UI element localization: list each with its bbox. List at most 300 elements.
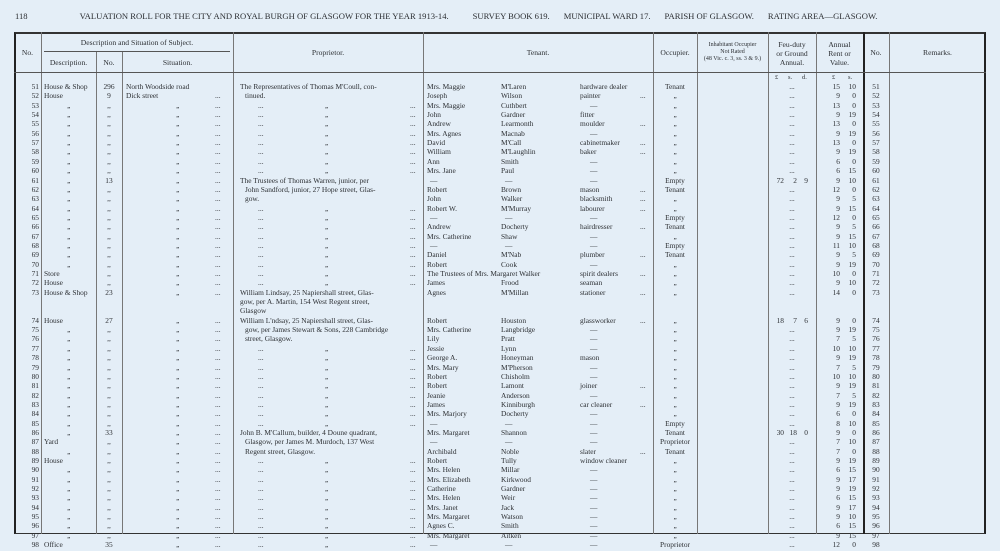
tenant-surname: M'Pherson: [501, 362, 533, 372]
street-number: 33: [105, 427, 113, 437]
annual-shillings: 19: [848, 399, 856, 409]
description: ,,: [67, 110, 70, 120]
occupier: ,,: [673, 343, 677, 353]
occupier: ,,: [673, 502, 677, 512]
proprietor-ditto: ,,: [325, 502, 328, 512]
annual-pounds: 10: [832, 343, 840, 353]
situation-dots: ...: [215, 269, 221, 278]
tenant-surname: Wilson: [501, 91, 523, 101]
occupation-dash: —: [590, 502, 598, 512]
row-number-right: 56: [872, 128, 880, 138]
occupation-dash: —: [590, 166, 598, 176]
situation-dots: ...: [215, 446, 221, 456]
annual-pounds: 7: [836, 446, 840, 456]
tenant-surname-dash: —: [505, 175, 513, 185]
proprietor-ditto: ,,: [325, 493, 328, 503]
description: ,,: [67, 409, 70, 419]
tenant-first-name: Mrs. Mary: [427, 362, 459, 372]
situation: ,,: [176, 259, 179, 269]
situation-dots: ...: [215, 465, 221, 475]
situation: ,,: [176, 203, 179, 213]
proprietor-dots: ...: [258, 212, 264, 222]
tenant-occupation: stationer: [580, 287, 606, 297]
proprietor-dots: ...: [258, 362, 264, 372]
annual-shillings: 17: [848, 474, 856, 484]
street-number: 296: [103, 82, 115, 91]
occupation-dash: —: [590, 427, 598, 437]
proprietor-dots: ...: [410, 166, 416, 176]
annual-shillings: 15: [848, 231, 856, 241]
proprietor-dots: ...: [258, 484, 264, 494]
row-number-right: 96: [872, 521, 880, 531]
proprietor-ditto: ,,: [325, 353, 328, 363]
description: ,,: [67, 484, 70, 494]
row-number: 96: [31, 521, 39, 531]
occupier: ,,: [673, 156, 677, 166]
annual-shillings: 19: [848, 456, 856, 465]
column-divider: [816, 32, 817, 534]
proprietor-line: gow.: [245, 194, 260, 204]
situation-dots: ...: [215, 156, 221, 166]
parish: PARISH OF GLASGOW.: [664, 11, 754, 21]
row-number-right: 58: [872, 147, 880, 157]
col-desc-group: Description and Situation of Subject.: [80, 38, 194, 47]
situation-dots: ...: [215, 362, 221, 372]
proprietor-dots: ...: [410, 212, 416, 222]
proprietor-ditto: ,,: [325, 371, 328, 381]
proprietor-ditto: ,,: [325, 512, 328, 522]
street-number: ,,: [107, 512, 111, 522]
street-number: ,,: [107, 128, 111, 138]
proprietor-line: Regent street, Glasgow.: [245, 446, 316, 456]
tenant-occupation: hardware dealer: [580, 82, 628, 91]
tenant-first-name: John: [427, 110, 441, 120]
occupier: ,,: [673, 194, 677, 204]
feu-duty: ...: [789, 250, 795, 260]
row-number: 88: [31, 446, 39, 456]
occupation-dots: ...: [640, 399, 646, 409]
occupation-dots: ...: [640, 138, 646, 148]
tenant-surname: Learmonth: [501, 119, 534, 129]
street-number: ,,: [107, 521, 111, 531]
proprietor-dots: ...: [410, 259, 416, 269]
row-number: 64: [31, 203, 39, 213]
feu-duty: ...: [789, 269, 795, 278]
row-number: 51: [31, 82, 39, 91]
occupier: ,,: [673, 493, 677, 503]
occupier: ,,: [673, 456, 677, 465]
feu-pence: 6: [804, 315, 808, 325]
tenant-surname: Honeyman: [501, 353, 534, 363]
col-feu-line: or Ground: [776, 49, 808, 58]
annual-shillings: 5: [852, 390, 856, 400]
row-number: 87: [31, 437, 39, 447]
tenant-first-name: George A.: [427, 353, 458, 363]
street-number: ,,: [107, 493, 111, 503]
row-number-right: 65: [872, 212, 880, 222]
row-number-right: 83: [872, 399, 880, 409]
tenant-occupation: baker: [580, 147, 597, 157]
feu-duty: ...: [789, 82, 795, 91]
situation-dots: ...: [215, 325, 221, 335]
feu-pounds: 72: [776, 175, 784, 185]
annual-shillings: 19: [848, 147, 856, 157]
annual-pounds: 10: [832, 269, 840, 278]
tenant-first-name: Agnes C.: [427, 521, 455, 531]
proprietor-dots: ...: [258, 269, 264, 278]
tenant-first-name: Robert: [427, 456, 448, 465]
proprietor-dots: ...: [410, 493, 416, 503]
proprietor-dots: ...: [258, 502, 264, 512]
street-number: ,,: [107, 259, 111, 269]
situation-dots: ...: [215, 175, 221, 185]
feu-duty: ...: [789, 166, 795, 176]
annual-shillings: 15: [848, 203, 856, 213]
feu-duty: ...: [789, 100, 795, 110]
feu-duty: ...: [789, 512, 795, 522]
street-number: ,,: [107, 278, 111, 288]
annual-pounds: 9: [836, 530, 840, 540]
street-number: ,,: [107, 222, 111, 232]
tenant-surname: Shannon: [501, 427, 527, 437]
tenant-first-name: Mrs. Margaret: [427, 427, 470, 437]
tenant-surname-dash: —: [505, 212, 513, 222]
description: ,,: [67, 530, 70, 540]
feu-duty: ...: [789, 362, 795, 372]
tenant-first-name: Mrs. Maggie: [427, 82, 466, 91]
occupation-dash: —: [590, 212, 598, 222]
occupier: ,,: [673, 259, 677, 269]
annual-pounds: 9: [836, 427, 840, 437]
feu-duty: ...: [789, 381, 795, 391]
col-inhabitant: [697, 42, 768, 63]
feu-duty: ...: [789, 502, 795, 512]
row-number: 63: [31, 194, 39, 204]
proprietor-ditto: ,,: [325, 203, 328, 213]
proprietor-dots: ...: [258, 456, 264, 465]
occupation-dash: —: [590, 512, 598, 522]
occupation-dash: —: [590, 530, 598, 540]
street-number: ,,: [107, 446, 111, 456]
tenant-surname-dash: —: [505, 437, 513, 447]
feu-duty: ...: [789, 184, 795, 194]
description: ,,: [67, 175, 70, 185]
occupier: Empty: [665, 240, 685, 250]
proprietor-ditto: ,,: [325, 166, 328, 176]
tenant-first-name: William: [427, 147, 451, 157]
situation-dots: ...: [215, 315, 221, 325]
annual-shillings: 19: [848, 325, 856, 335]
feu-duty: ...: [789, 530, 795, 540]
proprietor-dots: ...: [258, 493, 264, 503]
tenant-surname: Langbridge: [501, 325, 536, 335]
tenant-first-name: Mrs. Catherine: [427, 325, 472, 335]
annual-shillings: 15: [848, 530, 856, 540]
row-number-right: 53: [872, 100, 880, 110]
situation-dots: ...: [215, 334, 221, 344]
proprietor-dots: ...: [410, 512, 416, 522]
tenant-surname: Kinniburgh: [501, 399, 535, 409]
col-proprietor: Proprietor.: [311, 48, 345, 57]
description: ,,: [67, 128, 70, 138]
proprietor-dots: ...: [258, 530, 264, 540]
situation-dots: ...: [215, 278, 221, 288]
situation: ,,: [176, 240, 179, 250]
occupier: ,,: [673, 315, 677, 325]
description: ,,: [67, 418, 70, 428]
row-number: 61: [31, 175, 39, 185]
occupation-dash: —: [590, 371, 598, 381]
tenant-first-name: Lily: [427, 334, 440, 344]
situation-dots: ...: [215, 343, 221, 353]
street-number: ,,: [107, 456, 111, 465]
annual-pounds: 9: [836, 381, 840, 391]
annual-pounds: 9: [836, 259, 840, 269]
row-number-right: 80: [872, 371, 880, 381]
proprietor-dots: ...: [410, 203, 416, 213]
proprietor-dots: ...: [258, 371, 264, 381]
tenant-surname: Aitken: [501, 530, 522, 540]
annual-pounds: 6: [836, 493, 840, 503]
row-number-right: 81: [872, 381, 880, 391]
tenant-first-name: Robert W.: [427, 203, 457, 213]
street-number: 35: [105, 540, 113, 550]
row-number: 80: [31, 371, 39, 381]
proprietor-ditto: ,,: [325, 231, 328, 241]
row-number: 67: [31, 231, 39, 241]
occupier: ,,: [673, 399, 677, 409]
row-number: 98: [31, 540, 39, 550]
situation: ,,: [176, 175, 179, 185]
occupier: ,,: [673, 512, 677, 522]
tenant-occupation: joiner: [580, 381, 598, 391]
tenant-surname: Gardner: [501, 484, 526, 494]
tenant-surname: Anderson: [501, 390, 530, 400]
row-number-right: 73: [872, 287, 880, 297]
row-number-right: 77: [872, 343, 880, 353]
occupation-dots: ...: [640, 119, 646, 129]
situation-dots: ...: [215, 493, 221, 503]
col-remarks: Remarks.: [923, 48, 952, 57]
proprietor-dots: ...: [258, 465, 264, 475]
tenant-first-name: James: [427, 399, 446, 409]
occupier: ,,: [673, 278, 677, 288]
description: ,,: [67, 381, 70, 391]
proprietor-dots: ...: [410, 530, 416, 540]
occupation-dash: —: [590, 334, 598, 344]
situation-dots: ...: [215, 474, 221, 484]
street-number: ,,: [107, 334, 111, 344]
annual-pounds: 9: [836, 91, 840, 101]
proprietor-dots: ...: [410, 390, 416, 400]
annual-shillings: 10: [848, 240, 856, 250]
annual-shillings: 17: [848, 502, 856, 512]
proprietor-ditto: ,,: [325, 222, 328, 232]
row-number: 73: [31, 287, 39, 297]
row-number-right: 69: [872, 250, 880, 260]
occupier: Empty: [665, 418, 685, 428]
tenant-surname: M'Millan: [501, 287, 529, 297]
proprietor-dots: ...: [258, 474, 264, 484]
situation: ,,: [176, 353, 179, 363]
situation: ,,: [176, 156, 179, 166]
situation-dots: ...: [215, 456, 221, 465]
annual-shillings: 0: [852, 427, 856, 437]
feu-pence: 0: [804, 427, 808, 437]
row-number: 91: [31, 474, 39, 484]
situation-dots: ...: [215, 203, 221, 213]
annual-pounds: 6: [836, 156, 840, 166]
description: ,,: [67, 100, 70, 110]
annual-shillings: 10: [848, 343, 856, 353]
tenant-first-name: Ann: [427, 156, 440, 166]
tenant-surname: Chisholm: [501, 371, 530, 381]
description: ,,: [67, 240, 70, 250]
feu-duty: ...: [789, 484, 795, 494]
feu-duty: ...: [789, 465, 795, 475]
situation: ,,: [176, 194, 179, 204]
tenant-surname: Jack: [501, 502, 515, 512]
proprietor-dots: ...: [410, 465, 416, 475]
proprietor-ditto: ,,: [325, 138, 328, 148]
proprietor-dots: ...: [410, 399, 416, 409]
proprietor-dots: ...: [258, 250, 264, 260]
annual-shillings: 0: [852, 119, 856, 129]
row-number-right: 82: [872, 390, 880, 400]
proprietor-dots: ...: [410, 540, 416, 550]
street-number: ,,: [107, 250, 111, 260]
annual-pounds: 11: [832, 240, 840, 250]
situation: ,,: [176, 166, 179, 176]
situation: ,,: [176, 484, 179, 494]
feu-duty: ...: [789, 259, 795, 269]
row-number-right: 51: [872, 82, 880, 91]
col-feu-duty: [768, 40, 816, 67]
proprietor-dots: ...: [258, 166, 264, 176]
annual-pounds: 14: [832, 287, 840, 297]
annual-pounds: 13: [832, 138, 840, 148]
proprietor-ditto: ,,: [325, 259, 328, 269]
tenant-first-name: Mrs. Helen: [427, 465, 461, 475]
proprietor-dots: ...: [410, 269, 416, 278]
description: ,,: [67, 259, 70, 269]
street-number: ,,: [107, 147, 111, 157]
proprietor-dots: ...: [410, 418, 416, 428]
tenant-occupation: painter: [580, 91, 601, 101]
description: ,,: [67, 166, 70, 176]
proprietor-dots: ...: [258, 259, 264, 269]
annual-pounds: 13: [832, 100, 840, 110]
row-number-right: 95: [872, 512, 880, 522]
tenant-occupation: hairdresser: [580, 222, 613, 232]
row-number: 92: [31, 484, 39, 494]
col-inhabitant-line: (48 Vic. c. 3, ss. 3 & 9.): [703, 56, 762, 62]
proprietor-ditto: ,,: [325, 484, 328, 494]
annual-pounds: 7: [836, 437, 840, 447]
description: ,,: [67, 399, 70, 409]
situation: ,,: [176, 456, 179, 465]
tenant-surname: Pratt: [501, 334, 515, 344]
proprietor-dots: ...: [410, 240, 416, 250]
street-number: ,,: [107, 474, 111, 484]
tenant-surname: Smith: [501, 521, 519, 531]
situation-dots: ...: [215, 427, 221, 437]
row-number: 56: [31, 128, 39, 138]
feu-duty: ...: [789, 371, 795, 381]
situation: ,,: [176, 315, 179, 325]
tenant-surname: Brown: [501, 184, 522, 194]
situation: ,,: [176, 128, 179, 138]
description: ,,: [67, 222, 70, 232]
annual-pounds: 12: [832, 212, 840, 222]
tenant-surname: Gardner: [501, 110, 526, 120]
occupation-dash: —: [590, 231, 598, 241]
feu-duty: ...: [789, 399, 795, 409]
description: ,,: [67, 184, 70, 194]
feu-duty: ...: [789, 418, 795, 428]
tenant-first-name: Mrs. Maggie: [427, 100, 466, 110]
annual-pounds: 7: [836, 334, 840, 344]
proprietor-dots: ...: [258, 222, 264, 232]
annual-shillings: 10: [848, 278, 856, 288]
unit-pence: d.: [802, 74, 807, 81]
proprietor-dots: ...: [258, 390, 264, 400]
row-number: 81: [31, 381, 39, 391]
occupier: Proprietor: [660, 437, 690, 447]
row-number: 53: [31, 100, 39, 110]
row-number: 74: [31, 315, 39, 325]
proprietor-dots: ...: [410, 128, 416, 138]
occupation-dash: —: [590, 540, 598, 550]
row-number: 89: [31, 456, 39, 465]
proprietor-ditto: ,,: [325, 110, 328, 120]
street-number: ,,: [107, 269, 111, 278]
annual-pounds: 9: [836, 278, 840, 288]
feu-duty: ...: [789, 287, 795, 297]
proprietor-line: gow, per A. Martin, 154 West Regent street,: [240, 297, 370, 307]
tenant-surname: Walker: [501, 194, 523, 204]
col-annual-line: Value.: [829, 58, 850, 67]
row-number: 58: [31, 147, 39, 157]
description: ,,: [67, 138, 70, 148]
feu-duty: ...: [789, 194, 795, 204]
unit-pounds: £: [832, 74, 836, 81]
proprietor-dots: ...: [410, 278, 416, 288]
annual-pounds: 7: [836, 390, 840, 400]
annual-shillings: 19: [848, 110, 856, 120]
annual-shillings: 0: [852, 409, 856, 419]
municipal-ward: MUNICIPAL WARD 17.: [563, 11, 651, 21]
occupier: ,,: [673, 231, 677, 241]
street-number: 23: [105, 287, 113, 297]
annual-pounds: 9: [836, 110, 840, 120]
situation: ,,: [176, 325, 179, 335]
tenant-occupation: plumber: [580, 250, 605, 260]
proprietor-dots: ...: [410, 343, 416, 353]
row-number: 68: [31, 240, 39, 250]
situation: ,,: [176, 371, 179, 381]
tenant-surname: M'Murray: [501, 203, 532, 213]
occupation-dots: ...: [640, 315, 646, 325]
situation: Dick street: [126, 91, 159, 101]
proprietor-dots: ...: [410, 381, 416, 391]
proprietor-ditto: ,,: [325, 278, 328, 288]
tenant-first-name: Andrew: [427, 222, 451, 232]
description: ,,: [67, 427, 70, 437]
street-number: ,,: [107, 325, 111, 335]
annual-shillings: 15: [848, 465, 856, 475]
situation-dots: ...: [215, 240, 221, 250]
